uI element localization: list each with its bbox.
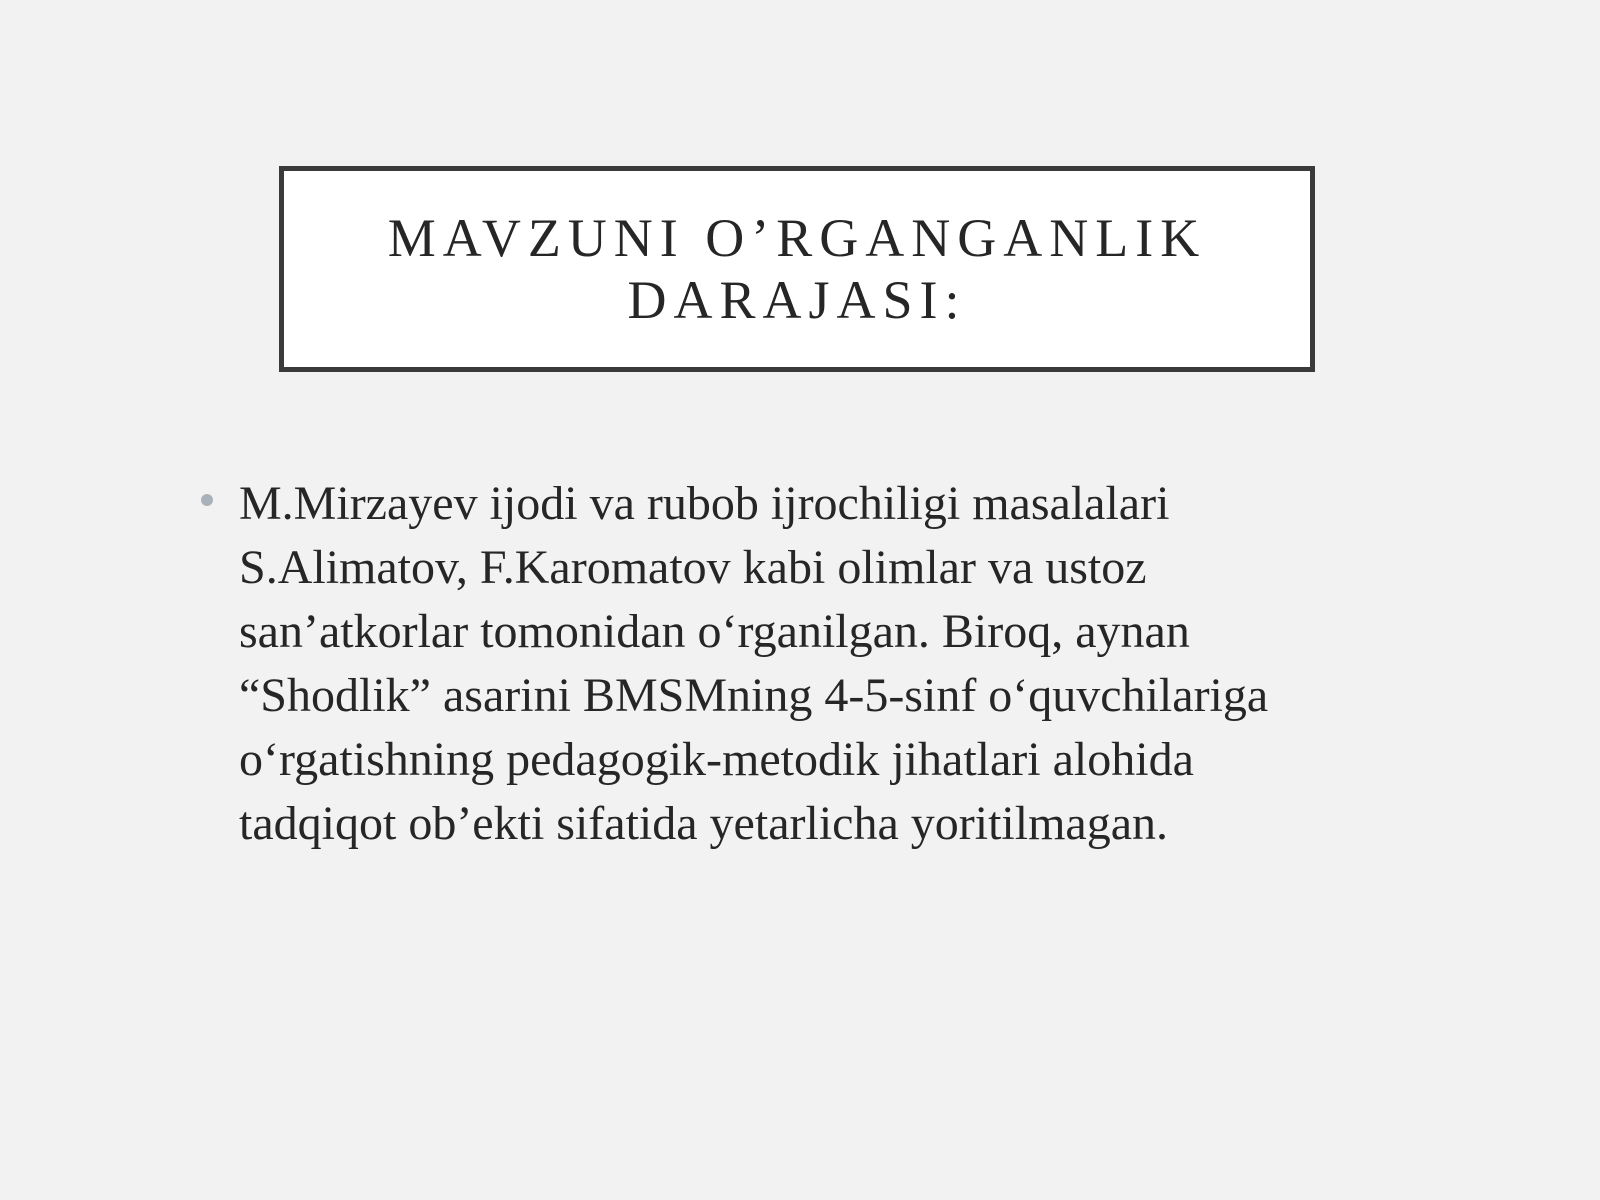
bullet-text-line-2: S.Alimatov, F.Karomatov kabi olimlar va ustoz: [239, 541, 1147, 594]
bullet-text-line-3: san’atkorlar tomonidan o‘rganilgan. Biroq, aynan: [239, 605, 1190, 658]
bullet-text-line-4: “Shodlik” asarini BMSMning 4-5-sinf o‘quvchilariga: [239, 669, 1269, 722]
title-line-2: DARAJASI:: [627, 270, 967, 330]
title-line-1: MAVZUNI O’RGANGANLIK: [387, 208, 1207, 268]
title-box: [279, 166, 1315, 372]
bullet-text-line-6: tadqiqot ob’ekti sifatida yetarlicha yoritilmagan.: [239, 797, 1169, 850]
bullet-text-line-5: o‘rgatishning pedagogik-metodik jihatlari alohida: [239, 733, 1194, 786]
bullet-text-line-1: M.Mirzayev ijodi va rubob ijrochiligi masalalari: [239, 477, 1170, 530]
bullet-item: [195, 472, 1425, 856]
bullet-list: [195, 472, 1425, 856]
bullet-dot-icon: [201, 494, 213, 506]
